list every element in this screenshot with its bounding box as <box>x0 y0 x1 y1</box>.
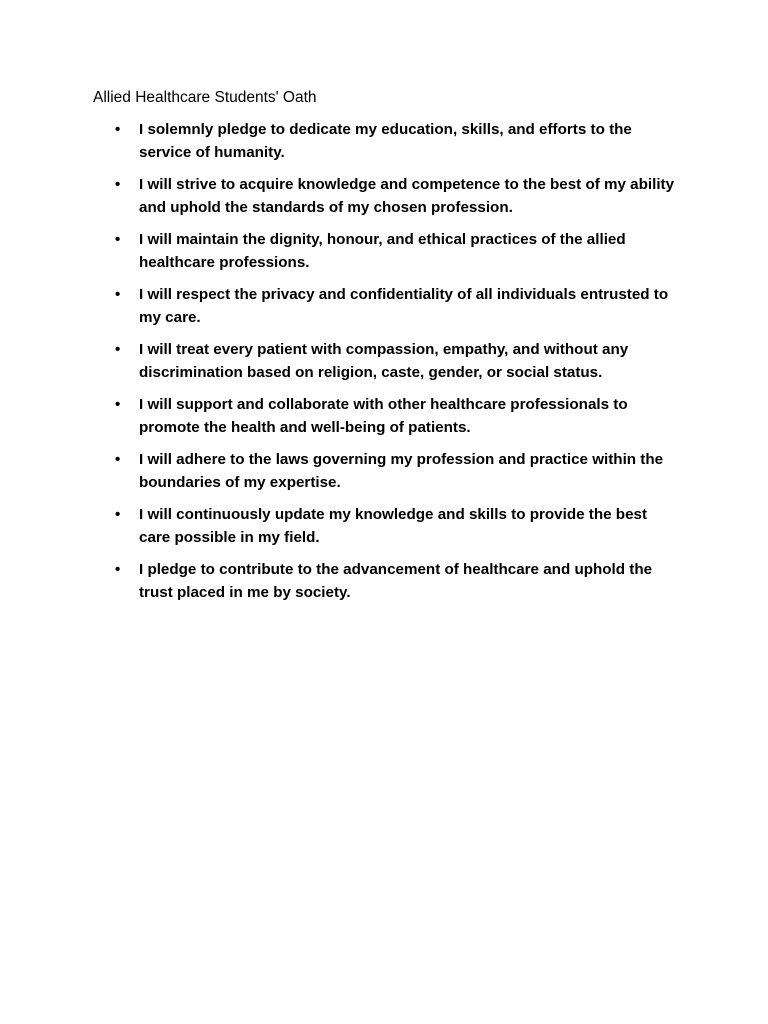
bullet-icon: • <box>115 561 121 578</box>
oath-item-text: I will continuously update my knowledge and skills to provide the best care possible in my field. <box>139 506 648 546</box>
bullet-icon: • <box>115 451 121 468</box>
oath-item-text: I will adhere to the laws governing my profession and practice within the boundaries of my expertise. <box>139 451 664 491</box>
bullet-icon: • <box>115 286 121 303</box>
oath-item-text: I will treat every patient with compassion, empathy, and without any discrimination based on religion, caste, gender, or social status. <box>139 341 629 381</box>
list-item <box>115 174 679 219</box>
bullet-icon: • <box>115 506 121 523</box>
bullet-icon: • <box>115 341 121 358</box>
oath-item-text: I pledge to contribute to the advancement of healthcare and uphold the trust placed in me by society. <box>139 561 653 601</box>
oath-item-text: I will respect the privacy and confidentiality of all individuals entrusted to my care. <box>139 286 669 326</box>
oath-list <box>115 119 679 614</box>
bullet-icon: • <box>115 176 121 193</box>
oath-item-text: I solemnly pledge to dedicate my education, skills, and efforts to the service of humanity. <box>139 121 632 161</box>
list-item <box>115 449 679 494</box>
list-item <box>115 559 679 604</box>
list-item <box>115 119 679 164</box>
list-item <box>115 504 679 549</box>
bullet-icon: • <box>115 231 121 248</box>
oath-item-text: I will strive to acquire knowledge and competence to the best of my ability and uphold the standards of my chosen profession. <box>139 176 675 216</box>
bullet-icon: • <box>115 121 121 138</box>
list-item <box>115 229 679 274</box>
bullet-icon: • <box>115 396 121 413</box>
list-item <box>115 339 679 384</box>
list-item <box>115 284 679 329</box>
list-item <box>115 394 679 439</box>
document-title: Allied Healthcare Students' Oath <box>93 89 317 106</box>
oath-item-text: I will maintain the dignity, honour, and ethical practices of the allied healthcare professions. <box>139 231 626 271</box>
oath-item-text: I will support and collaborate with other healthcare professionals to promote the health and well-being of patients. <box>139 396 628 436</box>
